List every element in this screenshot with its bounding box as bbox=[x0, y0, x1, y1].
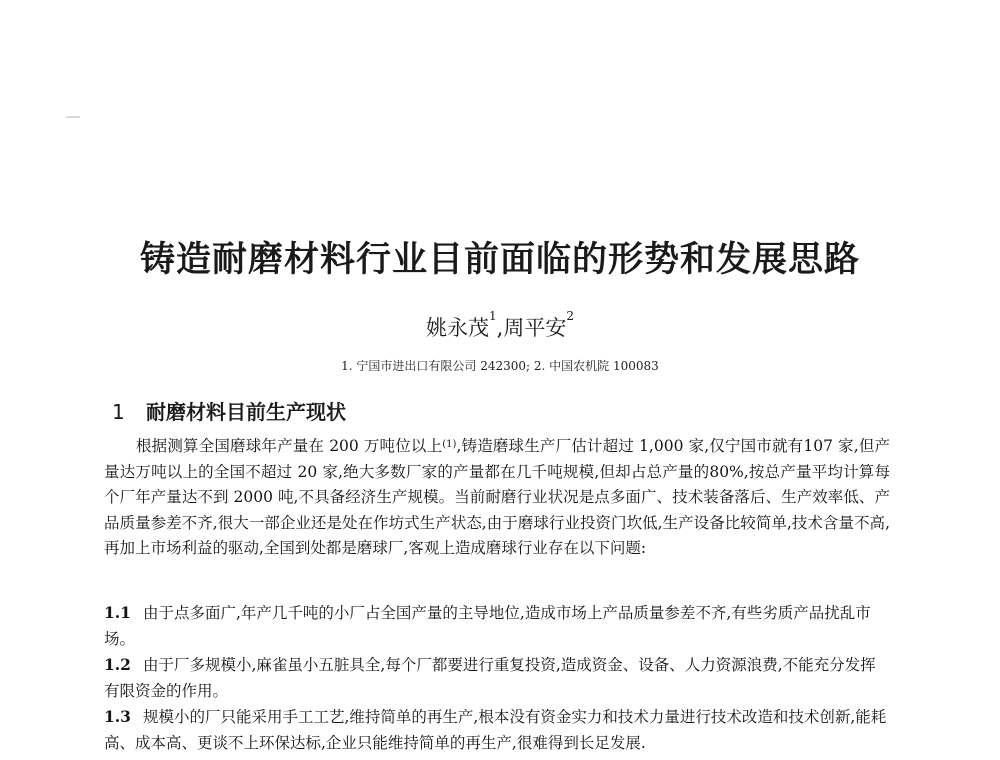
author-affiliation-mark: 2 bbox=[566, 309, 574, 323]
reference-mark: (1) bbox=[442, 439, 457, 450]
author-line bbox=[0, 309, 1000, 342]
item-text: 规模小的厂只能采用手工工艺,维持简单的再生产,根本没有资金实力和技术力量进行技术改造和技术创新,能耗高、成本高、更谈不上环保达标,企业只能维持简单的再生产,很难得到长足发展. bbox=[104, 708, 887, 752]
item-number: 1.1 bbox=[104, 603, 131, 622]
paragraph-text: 根据测算全国磨球年产量在 200 万吨位以上 bbox=[136, 437, 443, 455]
author-name: 姚永茂 bbox=[426, 316, 490, 340]
paragraph-text: ,铸造磨球生产厂估计超过 1,000 家,仅宁国市就有107 家,但产量达万吨以上的全国不超过 20 家,绝大多数厂家的产量都在几千吨规模,但却占总产量的80%,按总产量平均计算每个厂年产量达不到 2000 吨,不具备经济生产规模。当前耐磨行业状况是点多面广、技术装备落后、生产效率低、产品质量参差不齐,很大一部企业还是处在作坊式生产状态,由于磨球行业投资门坎低,生产设备比较简单,技术含量不高,再加上市场利益的驱动,全国到处都是磨球厂,客观上造成磨球行业存在以下问题: bbox=[104, 437, 890, 558]
section-heading bbox=[112, 396, 346, 425]
item-text: 由于点多面广,年产几千吨的小厂占全国产量的主导地位,造成市场上产品质量参差不齐,有些劣质产品扰乱市场。 bbox=[104, 604, 871, 648]
author-affiliation-mark: 1 bbox=[489, 309, 497, 323]
item-text: 由于厂多规模小,麻雀虽小五脏具全,每个厂都要进行重复投资,造成资金、设备、人力资源浪费,不能充分发挥有限资金的作用。 bbox=[104, 656, 876, 700]
section-title: 耐磨材料目前生产现状 bbox=[146, 400, 346, 424]
list-item bbox=[104, 652, 890, 704]
author-name: 周平安 bbox=[503, 316, 567, 340]
body-paragraph bbox=[104, 434, 890, 562]
item-number: 1.2 bbox=[104, 655, 131, 674]
section-number: 1 bbox=[112, 400, 125, 424]
paper-title: 铸造耐磨材料行业目前面临的形势和发展思路 bbox=[139, 240, 860, 280]
affiliations: 1. 宁国市进出口有限公司 242300; 2. 中国农机院 100083 bbox=[341, 359, 659, 373]
author-separator: , bbox=[496, 316, 504, 340]
list-item bbox=[104, 600, 890, 652]
list-item bbox=[104, 704, 890, 756]
scan-artifact bbox=[66, 116, 80, 118]
item-number: 1.3 bbox=[104, 707, 131, 726]
